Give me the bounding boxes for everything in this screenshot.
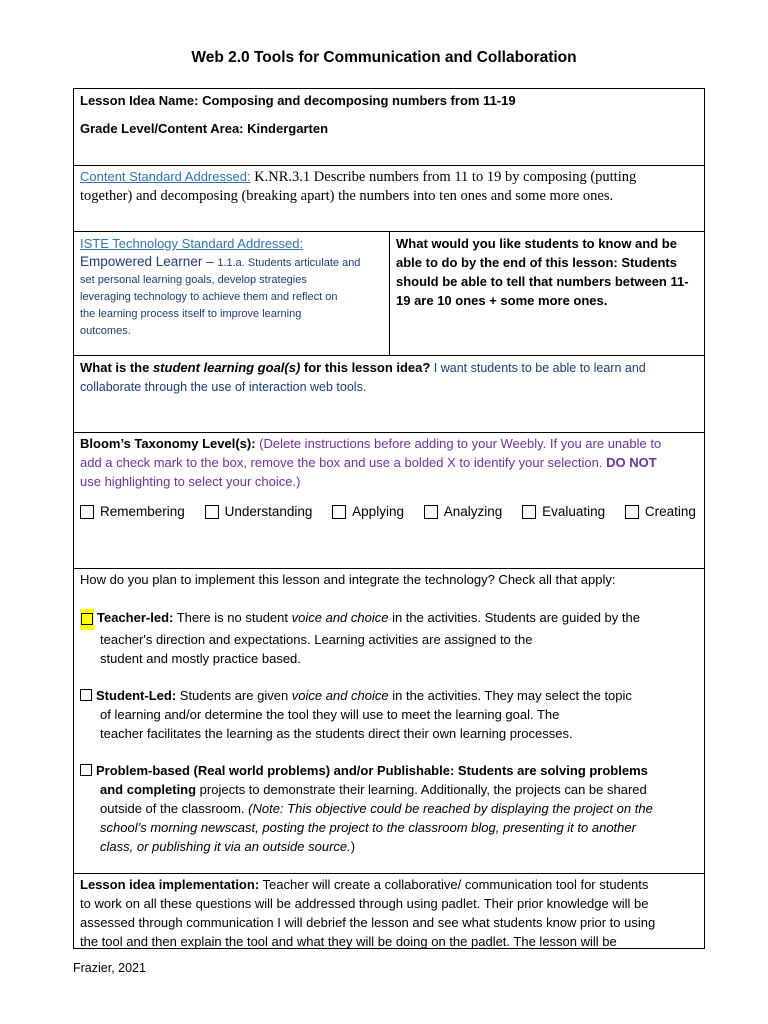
blooms-instr3: use highlighting to select your choice.) [80,474,301,489]
checkbox-icon[interactable] [522,505,536,519]
iste-standard-link[interactable]: ISTE Technology Standard Addressed: [80,236,304,251]
iste-text3: leveraging technology to achieve them and reflect on [80,291,338,303]
blooms-row [74,433,704,569]
checkbox-icon[interactable] [424,505,438,519]
iste-text2: set personal learning goals, develop strategies [80,274,307,286]
blooms-instr2: add a check mark to the box, remove the box and use a bolded X to identify your selection. [80,455,607,470]
content-standard-text2: together) and decomposing (breaking apart) the numbers into ten ones and some more ones. [80,188,614,204]
blooms-label: Bloom’s Taxonomy Level(s): [80,436,260,451]
blooms-instr1: (Delete instructions before adding to your Weebly. If you are unable to [259,436,662,451]
know-cell [390,232,704,355]
goal-answer2: collaborate through the use of interaction web tools. [80,380,367,394]
checkbox-icon[interactable] [332,505,346,519]
level-creating[interactable]: Creating [625,504,696,519]
know-line3: should be able to tell that numbers between 11- [396,274,689,289]
grade-level: Grade Level/Content Area: Kindergarten [80,121,329,136]
lesson-implementation-row: Lesson idea implementation: Teacher will create a collaborative/ communication tool for students to work on all these questions will be addressed through using padlet. Their prior knowledge will be assessed through communication I will debrief the lesson and see what students know prior to using the tool and then explain the tool and what they will be doing on the padlet. The lesson will be [80,877,656,949]
goal-suffix: for this lesson idea? [300,360,431,375]
iste-text4: the learning process itself to improve learning [80,308,302,320]
content-standard-row [74,166,704,232]
checkbox-icon[interactable] [80,505,94,519]
goal-prefix: What is the [80,360,153,375]
lesson-info-row [74,89,704,166]
option-problem-based: Problem-based (Real world problems) and/or Publishable: Students are solving problems and completing projects to demonstrate their learning. Additionally, the projects can be shared outside of the classroom. (Note: This objective could be reached by displaying the project on the school’s morning newscast, posting the project to the classroom blog, presenting it to another class, or publishing it via an outside source.) [80,761,698,856]
checkbox-icon[interactable] [625,505,639,519]
level-applying[interactable]: Applying [332,504,404,519]
document-title: Web 2.0 Tools for Communication and Collaboration [191,49,577,66]
blooms-levels [80,504,698,519]
level-evaluating[interactable]: Evaluating [522,504,605,519]
option-teacher-led: Teacher-led: There is no student voice and choice in the activities. Students are guided by the teacher's direction and expectations. Learning activities are assigned to the student and mostly practice based. [80,608,698,668]
problem-based-checkbox[interactable] [80,764,92,776]
learning-goal-row [74,356,704,433]
student-led-checkbox[interactable] [80,689,92,701]
standards-row [74,232,704,356]
goal-italic: student learning goal(s) [152,360,301,375]
checkbox-icon [81,613,93,625]
checkbox-icon[interactable] [205,505,219,519]
know-line2: able to do by the end of this lesson: Students [396,255,677,270]
implementation-label: Lesson idea implementation: [80,877,260,892]
lesson-plan-table [73,88,705,949]
level-analyzing[interactable]: Analyzing [424,504,503,519]
iste-text1: 1.1.a. Students articulate and [217,257,361,269]
footer-author: Frazier, 2021 [73,961,146,975]
level-understanding[interactable]: Understanding [205,504,313,519]
know-line4: 19 are 10 ones + some more ones. [396,293,608,308]
iste-lead: Empowered Learner – [80,254,218,269]
option-student-led: Student-Led: Students are given voice and choice in the activities. They may select the topic of learning and/or determine the tool they will use to meet the learning goal. The teacher facilitates the learning as the students direct their own learning processes. [80,686,698,743]
implement-question: How do you plan to implement this lesson and integrate the technology? Check all that apply: [80,572,616,587]
iste-cell [74,232,390,355]
content-standard-link[interactable]: Content Standard Addressed: [80,169,251,184]
goal-answer1: I want students to be able to learn and [430,361,646,375]
implementation-options-row [74,569,704,874]
lesson-idea-name: Lesson Idea Name: Composing and decomposing numbers from 11-19 [80,93,516,108]
teacher-led-checkbox[interactable] [80,609,94,630]
iste-text5: outcomes. [80,325,131,337]
content-standard-text1: K.NR.3.1 Describe numbers from 11 to 19 by composing (putting [254,169,637,185]
know-line1: What would you like students to know and be [396,236,677,251]
blooms-do-not: DO NOT [606,455,657,470]
level-remembering[interactable]: Remembering [80,504,185,519]
